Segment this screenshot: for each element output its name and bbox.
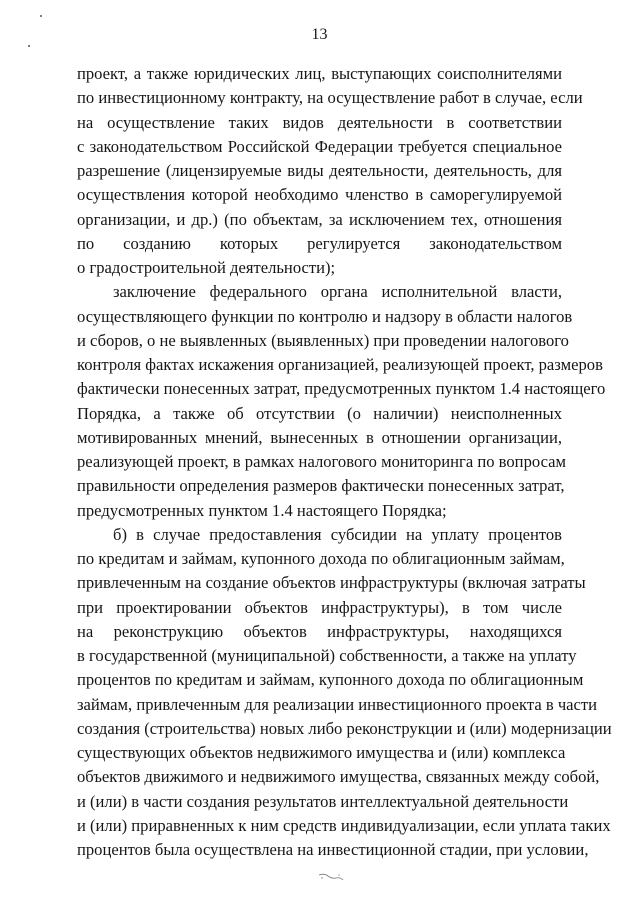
text-line: Порядка, а также об отсутствии (о наличии) неисполненных — [77, 403, 562, 423]
text-line: в государственной (муниципальной) собственности, а также на уплату — [77, 646, 577, 665]
text-line: предусмотренных пунктом 1.4 настоящего Порядка; — [77, 500, 447, 520]
text-line: реализующей проект, в рамках налогового мониторинга по вопросам — [77, 452, 567, 471]
text-line: проект, а также юридических лиц, выступающих соисполнителями — [77, 64, 562, 83]
paragraph-licensing — [77, 62, 583, 280]
text-line: фактически понесенных затрат, предусмотренных пунктом 1.4 настоящего — [77, 379, 606, 399]
text-line: организации, и др.) (по объектам, за исключением тех, отношения — [77, 209, 562, 229]
text-line: существующих объектов недвижимого имущества и (или) комплекса — [77, 743, 566, 762]
paragraph-text — [77, 523, 612, 863]
paragraph-tax-authority — [77, 280, 606, 523]
scan-speck — [28, 45, 30, 47]
text-line: при проектировании объектов инфраструктуры), в том числе — [77, 597, 562, 617]
text-line: привлеченным на создание объектов инфраструктуры (включая затраты — [77, 573, 586, 593]
text-line: разрешение (лицензируемые виды деятельности, деятельность, для — [77, 161, 562, 180]
page-number: 13 — [311, 26, 328, 43]
document-body — [77, 62, 612, 862]
paragraph-text — [77, 280, 606, 523]
text-line: о градостроительной деятельности); — [77, 258, 336, 277]
text-line: на реконструкцию объектов инфраструктуры, находящихся — [77, 621, 562, 641]
text-line: контроля фактах искажения организацией, реализующей проект, размеров — [77, 355, 603, 374]
scan-mark — [318, 872, 344, 882]
paragraph-subsidy-interest — [77, 523, 612, 863]
text-line: процентов по кредитам и займам, купонного дохода по облигационным — [77, 670, 584, 690]
paragraph-text — [77, 62, 583, 280]
text-line: и сборов, о не выявленных (выявленных) при проведении налогового — [77, 330, 569, 350]
text-line: по созданию которых регулируется законодательством — [77, 233, 562, 253]
text-line: осуществления которой необходимо членство в саморегулируемой — [77, 185, 562, 205]
text-line: создания (строительства) новых либо реконструкции и (или) модернизации — [77, 718, 612, 738]
text-line: займам, привлеченным для реализации инвестиционного проекта в части — [77, 694, 598, 714]
text-line: мотивированных мнений, вынесенных в отношении организации, — [77, 427, 562, 447]
text-line: по кредитам и займам, купонного дохода по облигационным займам, — [77, 549, 565, 568]
text-line: по инвестиционному контракту, на осуществление работ в случае, если — [77, 88, 583, 108]
text-line: процентов была осуществлена на инвестиционной стадии, при условии, — [77, 840, 589, 859]
text-line: с законодательством Российской Федерации требуется специальное — [77, 136, 562, 156]
text-line: осуществляющего функции по контролю и надзору в области налогов — [77, 306, 573, 326]
text-line: заключение федерального органа исполнительной власти, — [113, 282, 562, 302]
text-line: объектов движимого и недвижимого имущества, связанных между собой, — [77, 767, 600, 787]
text-line: и (или) в части создания результатов интеллектуальной деятельности — [77, 791, 569, 811]
text-line: б) в случае предоставления субсидии на уплату процентов — [113, 524, 562, 544]
text-line: и (или) приравненных к ним средств индивидуализации, если уплата таких — [77, 815, 611, 835]
text-line: на осуществление таких видов деятельности в соответствии — [77, 112, 562, 132]
text-line: правильности определения размеров фактически понесенных затрат, — [77, 476, 565, 496]
scan-speck — [40, 15, 42, 17]
